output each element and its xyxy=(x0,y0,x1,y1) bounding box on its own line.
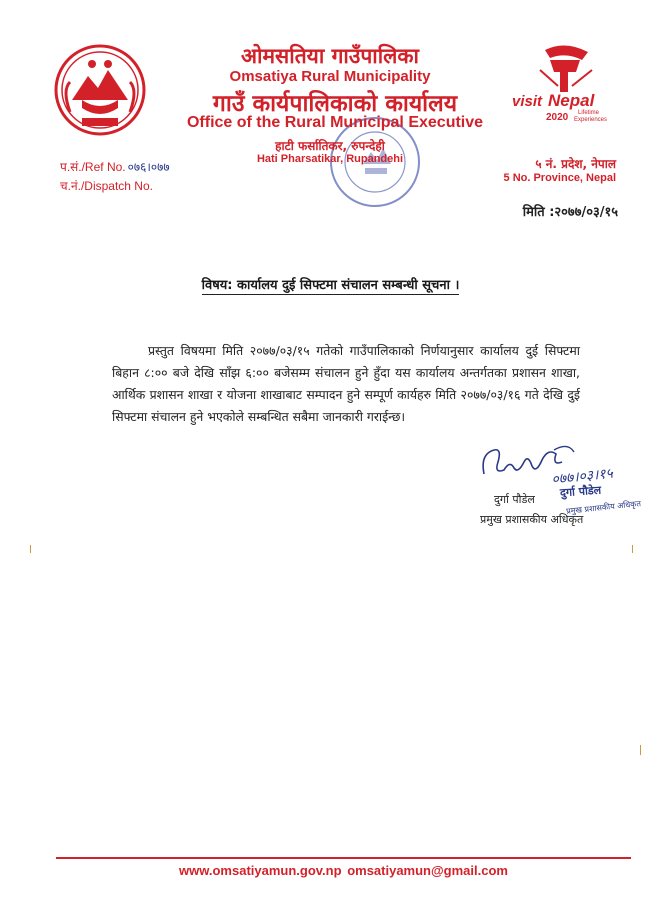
svg-text:2020: 2020 xyxy=(546,112,569,123)
svg-text:Experiences: Experiences xyxy=(574,117,608,123)
office-name-nepali: गाउँ कार्यपालिकाको कार्यालय xyxy=(212,91,458,117)
municipality-name-nepali: ओमसतिया गाउँपालिका xyxy=(241,44,419,68)
svg-text:visit: visit xyxy=(512,93,543,110)
handwritten-date: ०७७।०३।१५ xyxy=(550,465,614,488)
footer-website-link[interactable]: www.omsatiyamun.gov.np xyxy=(179,863,342,878)
signer-stamp-name: दुर्गा पौडेल xyxy=(559,483,602,500)
letter-body: प्रस्तुत विषयमा मिति २०७७/०३/१५ गतेको गाउँपालिकाको निर्णयानुसार कार्यालय दुई सिफ्टमा बिहान ८:०० बजे देखि साँझ ६:०० बजेसम्म संचालन हुने हुँदा यस कार्यालय अन्तर्गतका प्रशासन शाखा, आर्थिक प्रशासन शाखा र योजना शाखाबाट सम्पादन हुने सम्पूर्ण कार्यहरु मिति २०७७/०३/१६ गते देखि दुई सिफ्टमा संचालन हुने भएकोले सम्बन्धित सबैमा जानकारी गराईन्छ। xyxy=(112,343,580,424)
visit-nepal-2020-logo xyxy=(510,42,620,132)
handwritten-signature xyxy=(478,440,628,496)
address-english: Hati Pharsatikar, Rupandehi xyxy=(256,153,404,165)
footer-contact xyxy=(56,863,631,878)
ref-number xyxy=(60,158,170,175)
municipality-name-english: Omsatiya Rural Municipality xyxy=(229,68,431,85)
letter-date: मिति :२०७७/०३/१५ xyxy=(522,205,618,220)
address-nepali: हाटी फर्सातिकर, रुपन्देही xyxy=(275,139,385,153)
scan-speck xyxy=(30,545,31,553)
scan-speck xyxy=(632,545,633,553)
dispatch-label: च.नं./Dispatch No. xyxy=(60,179,153,193)
signer-title: प्रमुख प्रशासकीय अधिकृत xyxy=(480,513,584,526)
province-nepali: ५ नं. प्रदेश, नेपाल xyxy=(535,157,616,171)
scan-speck xyxy=(640,745,641,755)
footer-divider xyxy=(56,857,631,859)
ref-value: ०७६।०७७ xyxy=(127,160,170,174)
letter-subject xyxy=(80,275,581,293)
svg-text:Nepal: Nepal xyxy=(548,91,595,110)
signer-stamp-title: प्रमुख प्रशासकीय अधिकृत xyxy=(565,499,642,516)
ref-label: प.सं./Ref No. xyxy=(60,160,126,174)
subject-text: विषय: कार्यालय दुई सिफ्टमा संचालन सम्बन्धी सूचना । xyxy=(201,278,460,293)
province-english: 5 No. Province, Nepal xyxy=(503,172,616,184)
signer-name: दुर्गा पौडेल xyxy=(494,493,535,506)
office-name-english: Office of the Rural Municipal Executive xyxy=(186,114,484,131)
footer-email-link[interactable]: omsatiyamun@gmail.com xyxy=(347,863,508,878)
nepal-emblem-icon xyxy=(52,42,148,138)
svg-text:Lifetime: Lifetime xyxy=(578,110,600,116)
